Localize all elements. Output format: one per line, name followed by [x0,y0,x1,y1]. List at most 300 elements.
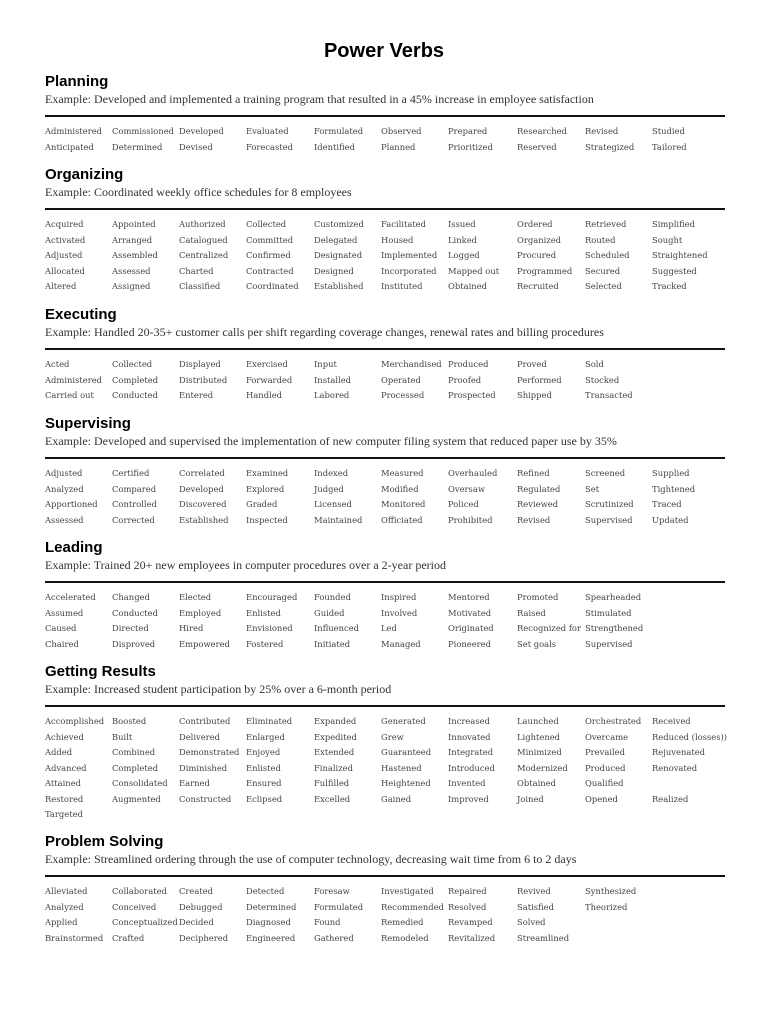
verb-item: Assumed [45,607,84,618]
section-divider [45,457,725,459]
verb-item: Handled [246,390,283,400]
verb-item: Demonstrated [179,747,240,757]
verb-item: Advanced [45,762,87,773]
verb-item: Led [381,623,397,633]
verb-item: Synthesized [585,886,637,896]
verb-row [45,606,725,622]
verb-row [45,264,725,280]
verb-item: Initiated [314,638,351,649]
verb-item: Organized [517,234,562,245]
verb-item: Fulfilled [314,778,350,788]
verb-item: Researched [517,126,567,136]
verb-item: Managed [381,638,421,649]
verb-item: Recruited [517,281,559,291]
verb-item: Prioritized [448,141,493,152]
section-organizing [45,166,725,295]
verb-item: Solved [517,917,546,927]
verb-item: Adjusted [45,468,83,478]
verb-item: Involved [381,607,418,618]
verb-item: Set [585,483,600,494]
verb-item: Shipped [517,390,552,400]
verb-row [45,466,725,482]
verb-item: Displayed [179,359,221,369]
verb-item: Caused [45,623,77,633]
verb-item: Applied [45,917,78,927]
verb-grid [45,590,725,652]
verb-item: Promoted [517,592,559,602]
verb-item: Oversaw [448,483,486,494]
verb-item: Assessed [112,265,151,276]
verb-item: Stimulated [585,607,632,618]
verb-item: Founded [314,592,351,602]
verb-row [45,915,725,931]
verb-item: Distributed [179,374,228,385]
verb-item: Mentored [448,592,490,602]
verb-grid [45,714,728,823]
verb-row [45,776,725,792]
verb-item: Deciphered [179,932,229,943]
verb-item: Entered [179,390,214,400]
verb-item: Adjusted [45,250,83,260]
verb-row [45,497,725,513]
verb-item: Inspired [381,592,417,602]
verb-item: Identified [314,141,355,152]
verb-item: Revamped [448,917,493,927]
verb-item: Disproved [112,638,156,649]
verb-item: Created [179,886,214,896]
verb-row [45,279,725,295]
verb-row [45,714,725,730]
verb-item: Delivered [179,731,221,742]
verb-item: Motivated [448,607,492,618]
verb-item: Catalogued [179,234,228,245]
verb-item: Accelerated [45,592,96,602]
verb-item: Accomplished [45,716,105,726]
verb-item: Exercised [246,359,288,369]
verb-item: Maintained [314,514,363,525]
verb-item: Scrutinized [585,499,634,509]
verb-item: Revised [585,126,619,136]
verb-item: Apportioned [45,499,98,509]
verb-row [45,217,725,233]
verb-item: Traced [652,499,682,509]
verb-item: Introduced [448,762,495,773]
verb-grid [45,357,725,404]
verb-item: Programmed [517,265,573,276]
verb-item: Prohibited [448,514,493,525]
verb-item: Added [45,747,73,757]
verb-item: Boosted [112,716,147,726]
verb-row [45,513,725,529]
verb-item: Established [314,281,364,291]
verb-item: Completed [112,374,159,385]
verb-item: Contributed [179,716,231,726]
verb-item: Forwarded [246,374,293,385]
verb-item: Commissioned [112,126,175,136]
section-heading: Getting Results [45,663,156,680]
verb-item: Implemented [381,250,438,260]
verb-item: Earned [179,778,210,788]
verb-row [45,621,725,637]
verb-item: Carried out [45,390,94,400]
verb-item: Stocked [585,374,620,385]
verb-item: Evaluated [246,126,289,136]
verb-item: Coordinated [246,281,299,291]
verb-item: Produced [448,359,489,369]
verb-item: Found [314,917,341,927]
verb-item: Remedied [381,917,424,927]
verb-item: Corrected [112,514,155,525]
verb-item: Logged [448,250,480,260]
section-divider [45,705,725,707]
verb-item: Administered [45,374,103,385]
verb-item: Completed [112,762,159,773]
verb-item: Employed [179,607,222,618]
verb-item: Overhauled [448,468,498,478]
verb-item: Installed [314,374,352,385]
verb-item: Opened [585,793,618,804]
verb-item: Decided [179,917,214,927]
verb-row [45,931,725,947]
verb-item: Heightened [381,778,431,788]
verb-item: Consolidated [112,778,168,788]
verb-item: Orchestrated [585,716,642,726]
verb-item: Enlisted [246,762,281,773]
verb-item: Acquired [45,219,84,229]
verb-item: Enlarged [246,731,285,742]
verb-item: Streamlined [517,932,570,943]
verb-row [45,373,725,389]
verb-item: Crafted [112,932,145,943]
verb-item: Strategized [585,141,635,152]
verb-item: Reviewed [517,499,559,509]
section-planning [45,73,725,155]
verb-item: Increased [448,716,490,726]
verb-item: Recommended [381,901,444,912]
verb-item: Joined [517,793,544,804]
verb-item: Conceived [112,901,157,912]
verb-item: Charted [179,265,214,276]
verb-item: Processed [381,390,425,400]
verb-item: Licensed [314,499,352,509]
verb-item: Proved [517,359,547,369]
verb-item: Measured [381,468,424,478]
verb-item: Operated [381,374,421,385]
page-title: Power Verbs [323,40,445,62]
verb-item: Supervised [585,638,633,649]
verb-item: Graded [246,499,278,509]
section-divider [45,875,725,877]
verb-item: Engineered [246,932,296,943]
verb-item: Proofed [448,374,482,385]
verb-item: Prepared [448,126,488,136]
verb-item: Appointed [112,219,156,229]
verb-item: Excelled [314,793,351,804]
verb-item: Analyzed [45,483,84,494]
verb-item: Indexed [314,468,349,478]
verb-item: Facilitated [381,219,427,229]
verb-item: Integrated [448,747,494,757]
verb-item: Influenced [314,623,360,633]
section-example: Example: Trained 20+ new employees in computer procedures over a 2-year period [45,558,446,572]
verb-item: Revived [517,886,551,896]
verb-item: Set goals [517,638,557,649]
verb-item: Reduced (losses)) [652,731,728,742]
verb-row [45,730,728,746]
verb-item: Activated [45,234,86,245]
verb-item: Debugged [179,901,223,912]
verb-grid [45,217,725,295]
verb-item: Chaired [45,638,79,649]
section-example: Example: Increased student participation by 25% over a 6-month period [45,682,392,696]
verb-item: Labored [314,390,350,400]
verb-item: Rejuvenated [652,747,706,757]
verb-item: Strengthened [585,623,644,633]
verb-item: Explored [246,483,285,494]
verb-item: Expedited [314,731,357,742]
verb-item: Invented [448,778,486,788]
verb-item: Improved [448,793,489,804]
verb-item: Assigned [112,281,151,291]
verb-item: Discovered [179,499,227,509]
verb-item: Collected [246,219,287,229]
verb-item: Contracted [246,265,294,276]
verb-item: Detected [246,886,285,896]
verb-item: Centralized [179,250,229,260]
verb-item: Lightened [517,731,561,742]
verb-row [45,884,725,900]
verb-item: Raised [517,607,546,618]
verb-item: Merchandised [381,359,442,369]
verb-item: Launched [517,716,559,726]
verb-row [45,900,725,916]
verb-item: Restored [45,793,84,804]
verb-item: Arranged [112,234,153,245]
verb-item: Originated [448,623,494,633]
verb-item: Innovated [448,731,491,742]
verb-item: Studied [652,126,685,136]
verb-item: Controlled [112,499,157,509]
verb-item: Built [112,731,133,742]
verb-item: Instituted [381,281,423,291]
verb-row [45,637,725,653]
verb-row [45,792,725,808]
verb-item: Eliminated [246,716,293,726]
section-heading: Planning [45,73,109,90]
verb-item: Guided [314,607,345,618]
section-heading: Supervising [45,415,131,432]
verb-item: Attained [45,778,82,788]
verb-item: Incorporated [381,265,437,276]
verb-item: Fostered [246,638,284,649]
verb-row [45,233,725,249]
verb-item: Established [179,514,229,525]
verb-item: Updated [652,514,689,525]
verb-item: Compared [112,483,157,494]
verb-item: Recognized for [517,623,581,633]
verb-item: Linked [448,234,478,245]
verb-item: Selected [585,281,622,291]
verb-item: Certified [112,468,150,478]
verb-item: Straightened [652,250,708,260]
verb-item: Generated [381,716,426,726]
verb-item: Secured [585,265,621,276]
verb-item: Allocated [45,265,85,276]
verb-grid [45,884,725,946]
verb-item: Assessed [45,514,84,525]
verb-item: Formulated [314,901,364,912]
verb-item: Foresaw [314,886,350,896]
section-heading: Leading [45,539,103,556]
verb-row [45,745,725,761]
verb-item: Expanded [314,716,357,726]
section-divider [45,115,725,117]
verb-item: Revitalized [448,932,496,943]
verb-item: Planned [381,141,416,152]
verb-item: Overcame [585,731,629,742]
verb-item: Hired [179,623,204,633]
verb-item: Alleviated [45,886,88,896]
verb-item: Received [652,716,691,726]
section-heading: Problem Solving [45,833,164,850]
verb-item: Diagnosed [246,917,291,927]
verb-grid [45,124,725,155]
verb-item: Ensured [246,778,282,788]
verb-row [45,807,725,823]
verb-item: Grew [381,731,404,742]
verb-item: Constructed [179,793,232,804]
section-getting-results [45,663,728,823]
verb-grid [45,466,725,528]
section-example: Example: Developed and implemented a training program that resulted in a 45% increase in employee satisfaction [45,92,594,106]
verb-item: Empowered [179,638,230,649]
verb-item: Theorized [585,901,628,912]
verb-row [45,482,725,498]
verb-item: Devised [179,141,213,152]
verb-row [45,357,725,373]
verb-item: Prevailed [585,747,625,757]
verb-item: Observed [381,126,422,136]
section-problem-solving [45,833,725,946]
verb-item: Sold [585,359,604,369]
verb-item: Prospected [448,390,496,400]
verb-item: Pioneered [448,638,491,649]
verb-item: Acted [45,359,70,369]
verb-item: Supplied [652,468,690,478]
verb-item: Remodeled [381,932,429,943]
verb-item: Conceptualized [112,917,178,927]
verb-item: Anticipated [45,141,94,152]
verb-item: Correlated [179,468,225,478]
verb-item: Refined [517,468,550,478]
section-divider [45,581,725,583]
verb-item: Classified [179,281,221,291]
verb-row [45,124,725,140]
verb-item: Examined [246,468,289,478]
verb-item: Targeted [45,809,83,819]
section-executing [45,306,725,404]
verb-item: Forecasted [246,141,294,152]
verb-item: Gained [381,793,412,804]
verb-item: Retrieved [585,219,627,229]
verb-item: Altered [45,281,77,291]
verb-item: Combined [112,747,156,757]
verb-item: Modified [381,483,419,494]
section-heading: Organizing [45,166,124,183]
verb-item: Committed [246,234,294,245]
section-example: Example: Handled 20-35+ customer calls per shift regarding coverage changes, renewal rates and billing procedures [45,325,604,339]
verb-item: Guaranteed [381,747,432,757]
verb-item: Policed [448,499,479,509]
verb-row [45,248,725,264]
verb-item: Housed [381,234,414,245]
verb-item: Qualified [585,778,624,788]
verb-item: Simplified [652,219,695,229]
verb-item: Enlisted [246,607,281,618]
verb-item: Formulated [314,126,364,136]
verb-item: Reserved [517,141,557,152]
verb-item: Procured [517,250,557,260]
verb-item: Renovated [652,762,698,773]
verb-item: Mapped out [448,265,500,276]
verb-item: Repaired [448,886,487,896]
section-divider [45,208,725,210]
verb-item: Tracked [652,281,687,291]
verb-item: Extended [314,747,355,757]
verb-row [45,140,725,156]
verb-item: Input [314,359,337,369]
verb-item: Tailored [652,141,687,152]
verb-item: Screened [585,468,626,478]
verb-item: Assembled [112,250,158,260]
verb-item: Inspected [246,514,288,525]
verb-item: Determined [246,901,297,912]
verb-item: Minimized [517,747,562,757]
verb-item: Developed [179,483,224,494]
verb-item: Scheduled [585,250,630,260]
verb-item: Conducted [112,607,158,618]
verb-item: Produced [585,762,626,773]
verb-item: Transacted [585,390,633,400]
verb-item: Administered [45,126,103,136]
verb-row [45,761,725,777]
section-heading: Executing [45,306,117,323]
verb-item: Spearheaded [585,592,642,602]
verb-item: Supervised [585,514,633,525]
section-divider [45,348,725,350]
section-example: Example: Streamlined ordering through the use of computer technology, decreasing wait time from 6 to 2 days [45,852,577,866]
verb-row [45,388,725,404]
verb-item: Authorized [179,219,226,229]
verb-item: Achieved [45,731,84,742]
verb-item: Monitored [381,499,426,509]
verb-item: Issued [448,219,476,229]
verb-item: Determined [112,141,163,152]
verb-item: Designated [314,250,363,260]
verb-item: Sought [652,234,683,245]
verb-item: Enjoyed [246,747,281,757]
verb-item: Customized [314,219,364,229]
verb-item: Hastened [381,762,422,773]
verb-item: Realized [652,793,689,804]
verb-item: Ordered [517,219,553,229]
verb-item: Delegated [314,234,358,245]
verb-item: Investigated [381,886,434,896]
verb-item: Suggested [652,265,697,276]
verb-item: Diminished [179,762,228,773]
verb-item: Directed [112,623,149,633]
verb-item: Confirmed [246,250,291,260]
